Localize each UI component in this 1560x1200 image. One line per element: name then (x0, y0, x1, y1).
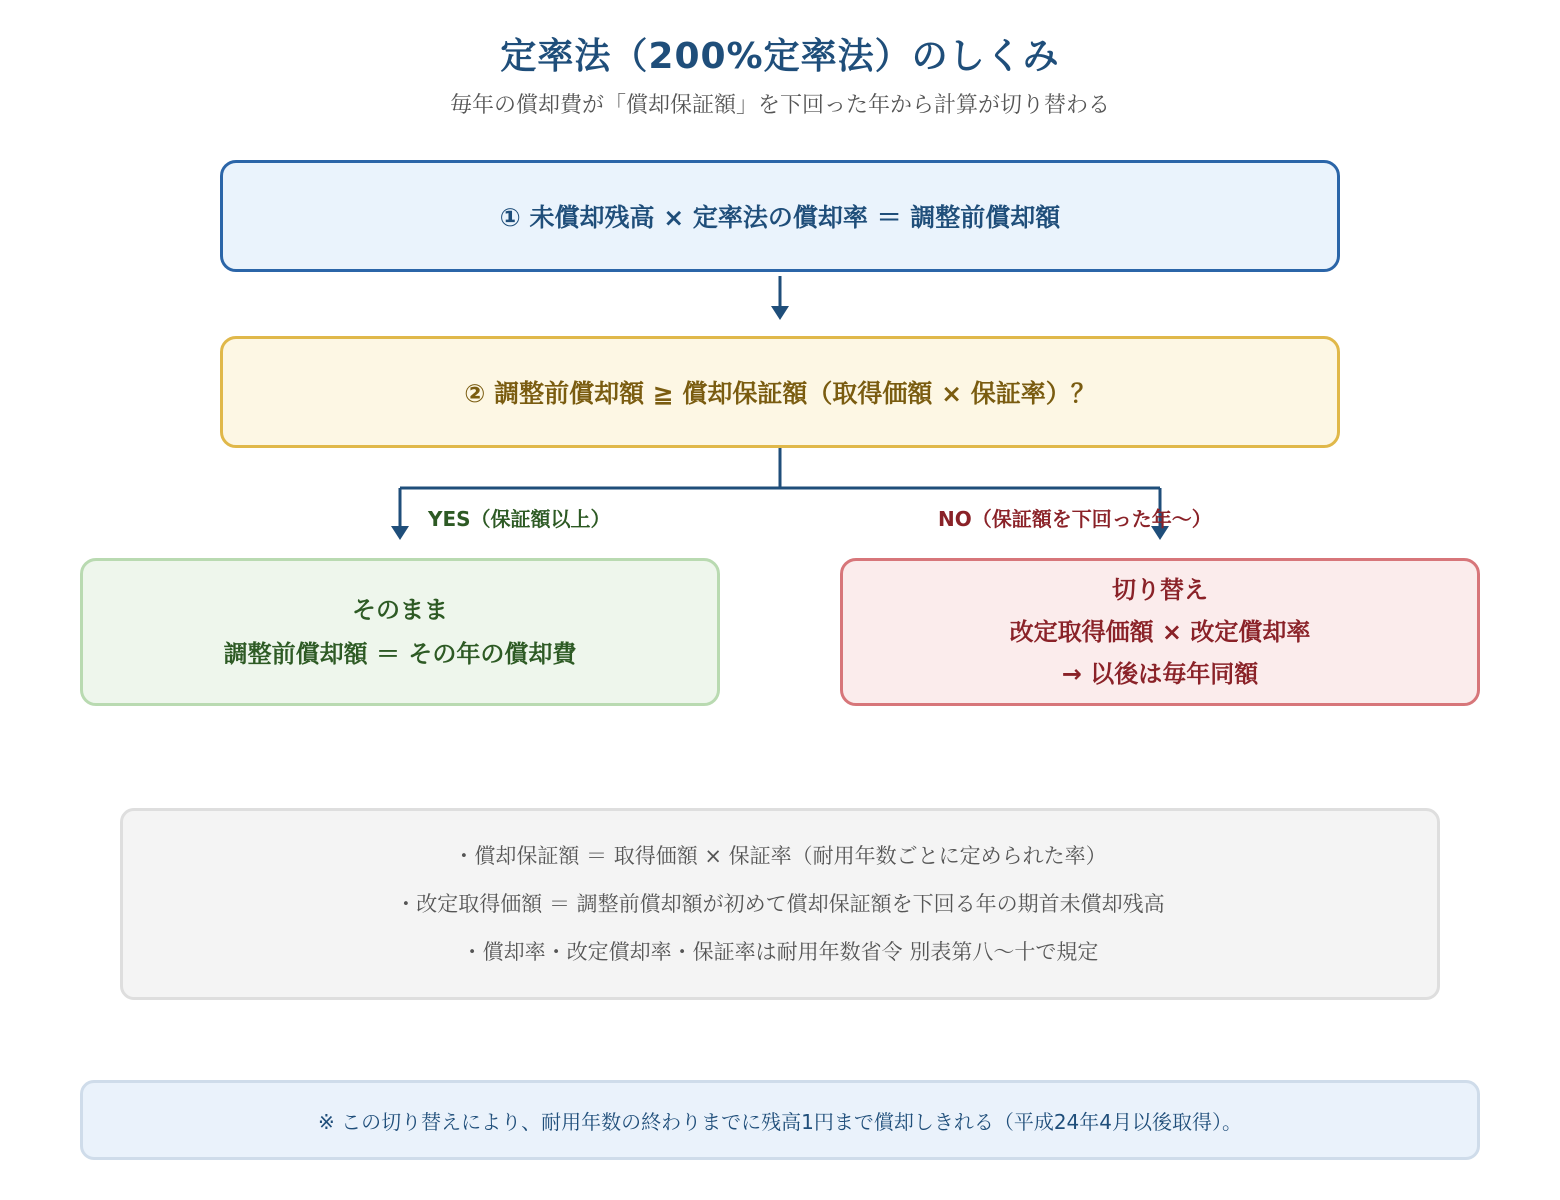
no-branch-label: NO（保証額を下回った年〜） (938, 507, 1212, 531)
notes-box (120, 808, 1440, 1000)
arrow-head-yes (391, 526, 409, 540)
arrow-head-step2 (771, 306, 789, 320)
yes-box-line2: 調整前償却額 ＝ その年の償却費 (223, 640, 577, 668)
no-box-line1: 切り替え (1112, 576, 1208, 604)
yes-box-line1: そのまま (352, 596, 448, 624)
footer-note (80, 1080, 1480, 1160)
no-box-line3: → 以後は毎年同額 (1061, 660, 1259, 688)
note-item: ・償却率・改定償却率・保証率は耐用年数省令 別表第八〜十で規定 (461, 940, 1099, 964)
footer-text: ※ この切り替えにより、耐用年数の終わりまでに残高1円まで償却しきれる（平成24年4月以後取得）。 (317, 1109, 1242, 1134)
no-box-line2: 改定取得価額 × 改定償却率 (1009, 618, 1311, 646)
step1-box (220, 160, 1340, 272)
note-item: ・償却保証額 ＝ 取得価額 × 保証率（耐用年数ごとに定められた率） (453, 844, 1107, 868)
step1-text: ① 未償却残高 × 定率法の償却率 ＝ 調整前償却額 (499, 203, 1061, 232)
step2-text: ② 調整前償却額 ≧ 償却保証額（取得価額 × 保証率）？ (464, 379, 1096, 408)
diagram-title: 定率法（200%定率法）のしくみ (500, 36, 1060, 77)
step2-decision-box (220, 336, 1340, 448)
diagram-subtitle: 毎年の償却費が「償却保証額」を下回った年から計算が切り替わる (449, 93, 1110, 118)
no-result-box (840, 558, 1480, 706)
yes-result-box (80, 558, 720, 706)
note-item: ・改定取得価額 ＝ 調整前償却額が初めて償却保証額を下回る年の期首未償却残高 (395, 892, 1165, 916)
yes-branch-label: YES（保証額以上） (428, 507, 611, 531)
